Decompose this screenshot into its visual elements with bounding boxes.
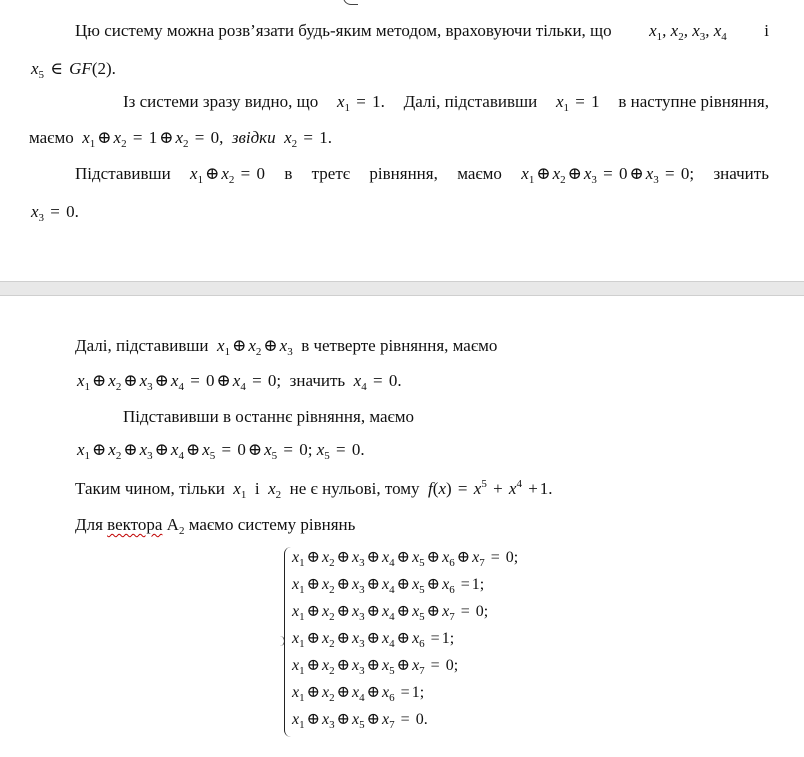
paragraph-3-line-2 xyxy=(31,201,79,223)
formula: $x_1$, $x_2$, $x_3$, $x_4$ xyxy=(649,21,727,43)
formula: $x_1$ ⊕ $x_2 = 0$ xyxy=(190,164,265,186)
formula: $x_1$ ⊕ $x_2$ ⊕ $x_3$ xyxy=(217,336,293,358)
text: рівняння, xyxy=(369,164,438,183)
line-1 xyxy=(75,335,497,357)
text: в xyxy=(284,164,293,183)
system-equation-6: $x_1$ ⊕ $x_2$ ⊕ $x_4$ ⊕ $x_6 = 1$; xyxy=(292,684,425,704)
text: Із системи зразу видно, що xyxy=(123,92,319,111)
document-page-2 xyxy=(0,296,804,757)
formula: $f(x) = x^5 + x^4 + 1$. xyxy=(428,478,553,498)
text: Підставивши в останнє рівняння, маємо xyxy=(123,407,415,426)
system-equation-4: $x_1$ ⊕ $x_2$ ⊕ $x_3$ ⊕ $x_4$ ⊕ $x_6 = 1$; xyxy=(292,630,455,650)
paragraph-3-line-1 xyxy=(75,163,769,185)
system-equation-2: $x_1$ ⊕ $x_2$ ⊕ $x_3$ ⊕ $x_4$ ⊕ $x_5$ ⊕ $x_6 = 1$; xyxy=(292,576,485,596)
system-equation-3: $x_1$ ⊕ $x_2$ ⊕ $x_3$ ⊕ $x_4$ ⊕ $x_5$ ⊕ $x_7 = 0$; xyxy=(292,603,489,623)
text: Цю систему можна розв’язати будь-яким методом, враховуючи тільки, що xyxy=(75,21,612,40)
formula: $x_2 = 1$. xyxy=(284,128,333,150)
formula: $x_1 = 1$ xyxy=(555,92,600,114)
line-6 xyxy=(75,514,355,536)
text: третє xyxy=(311,164,351,183)
left-brace xyxy=(284,547,291,737)
spellcheck-word[interactable]: вектора xyxy=(107,515,163,534)
text: маємо xyxy=(457,164,502,183)
paragraph-1-line-1 xyxy=(75,20,769,42)
text: маємо систему рівнянь xyxy=(188,515,356,534)
formula: $x_4 = 0$. xyxy=(353,371,402,393)
paragraph-2-line-1 xyxy=(123,91,769,113)
text: і xyxy=(764,21,769,40)
line-3 xyxy=(123,406,414,428)
formula: $x_1 = 1$. xyxy=(337,92,385,114)
paragraph-2-line-2 xyxy=(29,127,332,149)
vector-name: $А_2$ xyxy=(166,515,185,537)
text: значить xyxy=(713,164,769,183)
equation-fragment xyxy=(343,0,358,5)
paragraph-1-line-2 xyxy=(31,58,116,80)
text: Далі, підставивши xyxy=(75,336,209,355)
formula: $x_1$ ⊕ $x_2 = 1$ ⊕ $x_2 = 0$, xyxy=(82,128,224,150)
system-equation-1: $x_1$ ⊕ $x_2$ ⊕ $x_3$ ⊕ $x_4$ ⊕ $x_5$ ⊕ $x_6$ ⊕ $x_7 = 0$; xyxy=(292,549,519,569)
text: Для xyxy=(75,515,103,534)
text: в четверте рівняння, маємо xyxy=(301,336,498,355)
line-4 xyxy=(77,439,365,461)
text: в наступне рівняння, xyxy=(618,92,769,111)
formula: $x_1$ ⊕ $x_2$ ⊕ $x_3$ ⊕ $x_4 = 0$ ⊕ $x_4 = 0$; xyxy=(77,371,282,393)
line-2 xyxy=(77,370,402,392)
formula: $x_2$ xyxy=(268,479,282,501)
text: маємо xyxy=(29,128,74,147)
system-equation-5: $x_1$ ⊕ $x_2$ ⊕ $x_3$ ⊕ $x_5$ ⊕ $x_7 = 0$; xyxy=(292,657,459,677)
page-break xyxy=(0,281,804,296)
formula: $x_5$ ∈ GF(2). xyxy=(31,59,116,81)
text: Таким чином, тільки xyxy=(75,479,225,498)
text: і xyxy=(254,479,260,498)
system-equation-7: $x_1$ ⊕ $x_3$ ⊕ $x_5$ ⊕ $x_7 = 0$. xyxy=(292,711,428,731)
formula: $x_1$ ⊕ $x_2$ ⊕ $x_3 = 0$ ⊕ $x_3 = 0$; xyxy=(521,164,695,186)
text: значить xyxy=(289,371,346,390)
formula: $x_3 = 0$. xyxy=(31,202,79,224)
text: не є нульові, тому xyxy=(289,479,420,498)
document-page-1 xyxy=(0,0,804,281)
text: Підставивши xyxy=(75,164,171,183)
formula: $x_1$ xyxy=(233,479,247,501)
line-5 xyxy=(75,478,553,500)
text: Далі, підставивши xyxy=(403,92,538,111)
formula: $x_1$ ⊕ $x_2$ ⊕ $x_3$ ⊕ $x_4$ ⊕ $x_5 = 0$ ⊕ $x_5 = 0$; $x_5 = 0$. xyxy=(77,440,365,462)
text: звідки xyxy=(231,128,276,147)
